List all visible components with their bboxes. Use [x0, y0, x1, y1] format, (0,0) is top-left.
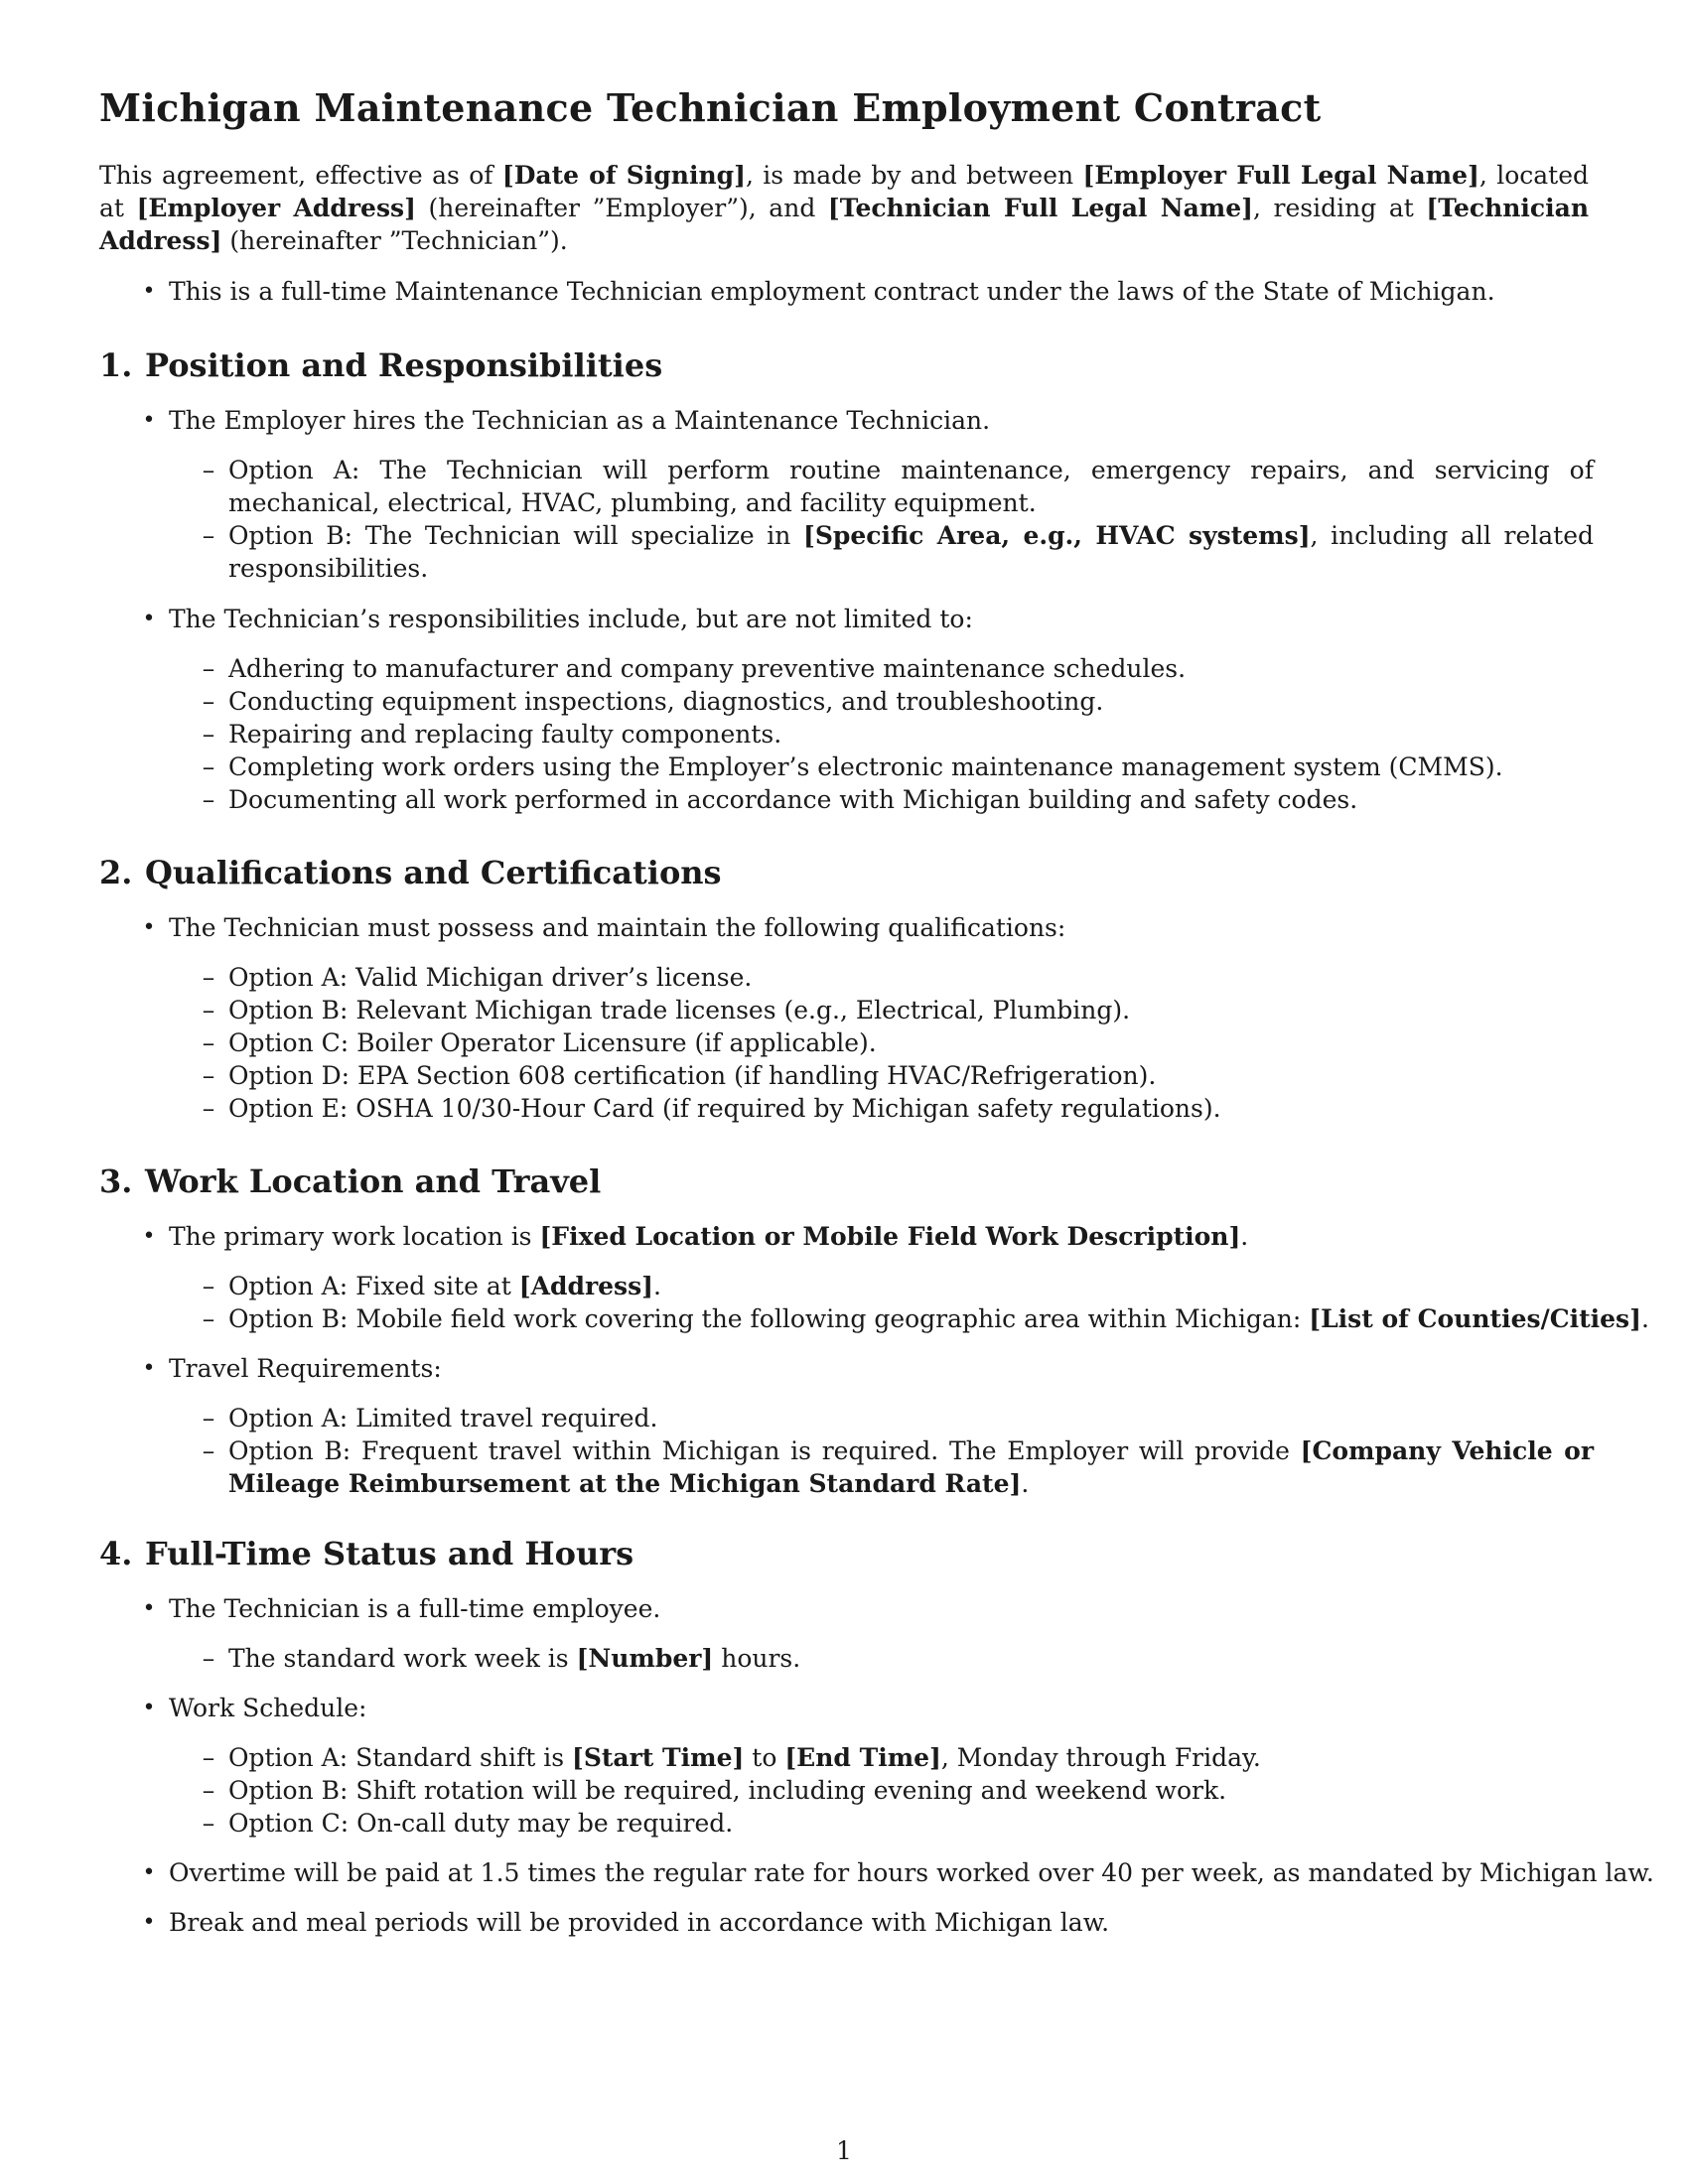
dash-icon: – — [202, 521, 215, 550]
bullet-icon: • — [142, 1224, 156, 1249]
date-placeholder: [Date of Signing] — [501, 161, 746, 190]
bullet-icon: • — [142, 408, 156, 433]
list-item: – Conducting equipment inspections, diagnostics, and troubleshooting. — [228, 685, 1103, 718]
document-title: Michigan Maintenance Technician Employment Contract — [99, 85, 1322, 130]
list-item: – Option B: The Technician will specialize in [Specific Area, e.g., HVAC systems], including all related responsibilities. — [228, 519, 1594, 585]
end-time-placeholder: [End Time] — [784, 1743, 941, 1772]
list-item: • Break and meal periods will be provided in accordance with Michigan law. — [142, 1908, 1110, 1937]
bullet-icon: • — [142, 1910, 156, 1935]
specific-area-placeholder: [Specific Area, e.g., HVAC systems] — [802, 521, 1311, 550]
dash-icon: – — [202, 654, 215, 683]
dash-icon: – — [202, 1272, 215, 1300]
address-placeholder: [Address] — [518, 1272, 654, 1300]
bullet-icon: • — [142, 279, 156, 304]
list-item: – Repairing and replacing faulty components. — [228, 718, 781, 751]
intro-paragraph: This agreement, effective as of [Date of Signing], is made by and between [Employer Full Legal Name], located at [Employer Address] (hereinafter ”Employer”), and [Technician Full Legal Name], residing at [Technician Address] (hereinafter ”Technician”). — [99, 161, 1590, 255]
list-item: • The Technician’s responsibilities include, but are not limited to: — [142, 605, 973, 633]
bullet-icon: • — [142, 1596, 156, 1621]
dash-icon: – — [202, 785, 215, 814]
counties-placeholder: [List of Counties/Cities] — [1309, 1304, 1641, 1333]
dash-icon: – — [202, 752, 215, 781]
list-item: – Option B: Mobile field work covering the following geographic area within Michigan: [List of Counties/Cities]. — [228, 1302, 1649, 1335]
dash-icon: – — [202, 1028, 215, 1057]
list-item: – The standard work week is [Number] hours. — [228, 1642, 800, 1675]
page-number: 1 — [836, 2136, 852, 2165]
list-item: • This is a full-time Maintenance Technician employment contract under the laws of the State of Michigan. — [142, 277, 1495, 306]
list-item: – Option C: On-call duty may be required. — [228, 1807, 733, 1840]
dash-icon: – — [202, 1743, 215, 1772]
employer-name-placeholder: [Employer Full Legal Name] — [1082, 161, 1479, 190]
list-item: – Completing work orders using the Employer’s electronic maintenance management system (CMMS). — [228, 751, 1503, 783]
dash-icon: – — [202, 1644, 215, 1673]
work-location-placeholder: [Fixed Location or Mobile Field Work Description] — [539, 1222, 1241, 1251]
dash-icon: – — [202, 1094, 215, 1123]
bullet-icon: • — [142, 1860, 156, 1885]
list-item: – Option B: Frequent travel within Michigan is required. The Employer will provide [Company Vehicle or Mileage Reimbursement at the Michigan Standard Rate]. — [228, 1434, 1594, 1500]
list-item: – Option B: Relevant Michigan trade licenses (e.g., Electrical, Plumbing). — [228, 994, 1130, 1026]
vehicle-placeholder: [Company Vehicle or Mileage Reimbursement at the Michigan Standard Rate] — [228, 1436, 1594, 1498]
dash-icon: – — [202, 1304, 215, 1333]
hours-placeholder: [Number] — [576, 1644, 714, 1673]
technician-address-placeholder: [Technician Address] — [99, 194, 1590, 255]
dash-icon: – — [202, 1061, 215, 1090]
list-item: • Travel Requirements: — [142, 1354, 442, 1383]
dash-icon: – — [202, 456, 215, 484]
start-time-placeholder: [Start Time] — [572, 1743, 745, 1772]
dash-icon: – — [202, 963, 215, 992]
list-item: – Option A: Standard shift is [Start Time] to [End Time], Monday through Friday. — [228, 1741, 1261, 1774]
list-item: • The Employer hires the Technician as a Maintenance Technician. — [142, 406, 991, 435]
list-item: – Option A: Valid Michigan driver’s license. — [228, 961, 752, 994]
dash-icon: – — [202, 1776, 215, 1805]
list-item: • The Technician is a full-time employee. — [142, 1594, 661, 1623]
list-item: – Option A: Fixed site at [Address]. — [228, 1270, 661, 1302]
dash-icon: – — [202, 687, 215, 716]
list-item: – Option E: OSHA 10/30-Hour Card (if required by Michigan safety regulations). — [228, 1092, 1221, 1125]
dash-icon: – — [202, 1404, 215, 1433]
bullet-icon: • — [142, 915, 156, 940]
section-heading: 2. Qualifications and Certifications — [99, 854, 722, 891]
document-page — [99, 0, 1654, 2184]
list-item: – Documenting all work performed in accordance with Michigan building and safety codes. — [228, 783, 1357, 816]
list-item: – Option B: Shift rotation will be required, including evening and weekend work. — [228, 1774, 1226, 1807]
bullet-icon: • — [142, 607, 156, 631]
section-heading: 1. Position and Responsibilities — [99, 346, 663, 384]
dash-icon: – — [202, 720, 215, 749]
section-heading: 4. Full-Time Status and Hours — [99, 1535, 634, 1572]
technician-name-placeholder: [Technician Full Legal Name] — [827, 194, 1253, 222]
list-item: – Adhering to manufacturer and company preventive maintenance schedules. — [228, 652, 1186, 685]
list-item: • The Technician must possess and maintain the following qualifications: — [142, 913, 1066, 942]
employer-address-placeholder: [Employer Address] — [136, 194, 416, 222]
list-item: – Option D: EPA Section 608 certification (if handling HVAC/Refrigeration). — [228, 1059, 1156, 1092]
list-item: – Option A: The Technician will perform routine maintenance, emergency repairs, and servicing of mechanical, electrical, HVAC, plumbing, and facility equipment. — [228, 454, 1594, 519]
bullet-icon: • — [142, 1356, 156, 1381]
section-heading: 3. Work Location and Travel — [99, 1162, 602, 1200]
dash-icon: – — [202, 1809, 215, 1838]
list-item: • Work Schedule: — [142, 1694, 367, 1722]
dash-icon: – — [202, 996, 215, 1024]
list-item: – Option C: Boiler Operator Licensure (if applicable). — [228, 1026, 877, 1059]
list-item: – Option A: Limited travel required. — [228, 1402, 657, 1434]
bullet-icon: • — [142, 1696, 156, 1720]
dash-icon: – — [202, 1436, 215, 1465]
list-item: • Overtime will be paid at 1.5 times the regular rate for hours worked over 40 per week, as mandated by Michigan law. — [142, 1858, 1654, 1887]
list-item: • The primary work location is [Fixed Location or Mobile Field Work Description]. — [142, 1222, 1249, 1251]
